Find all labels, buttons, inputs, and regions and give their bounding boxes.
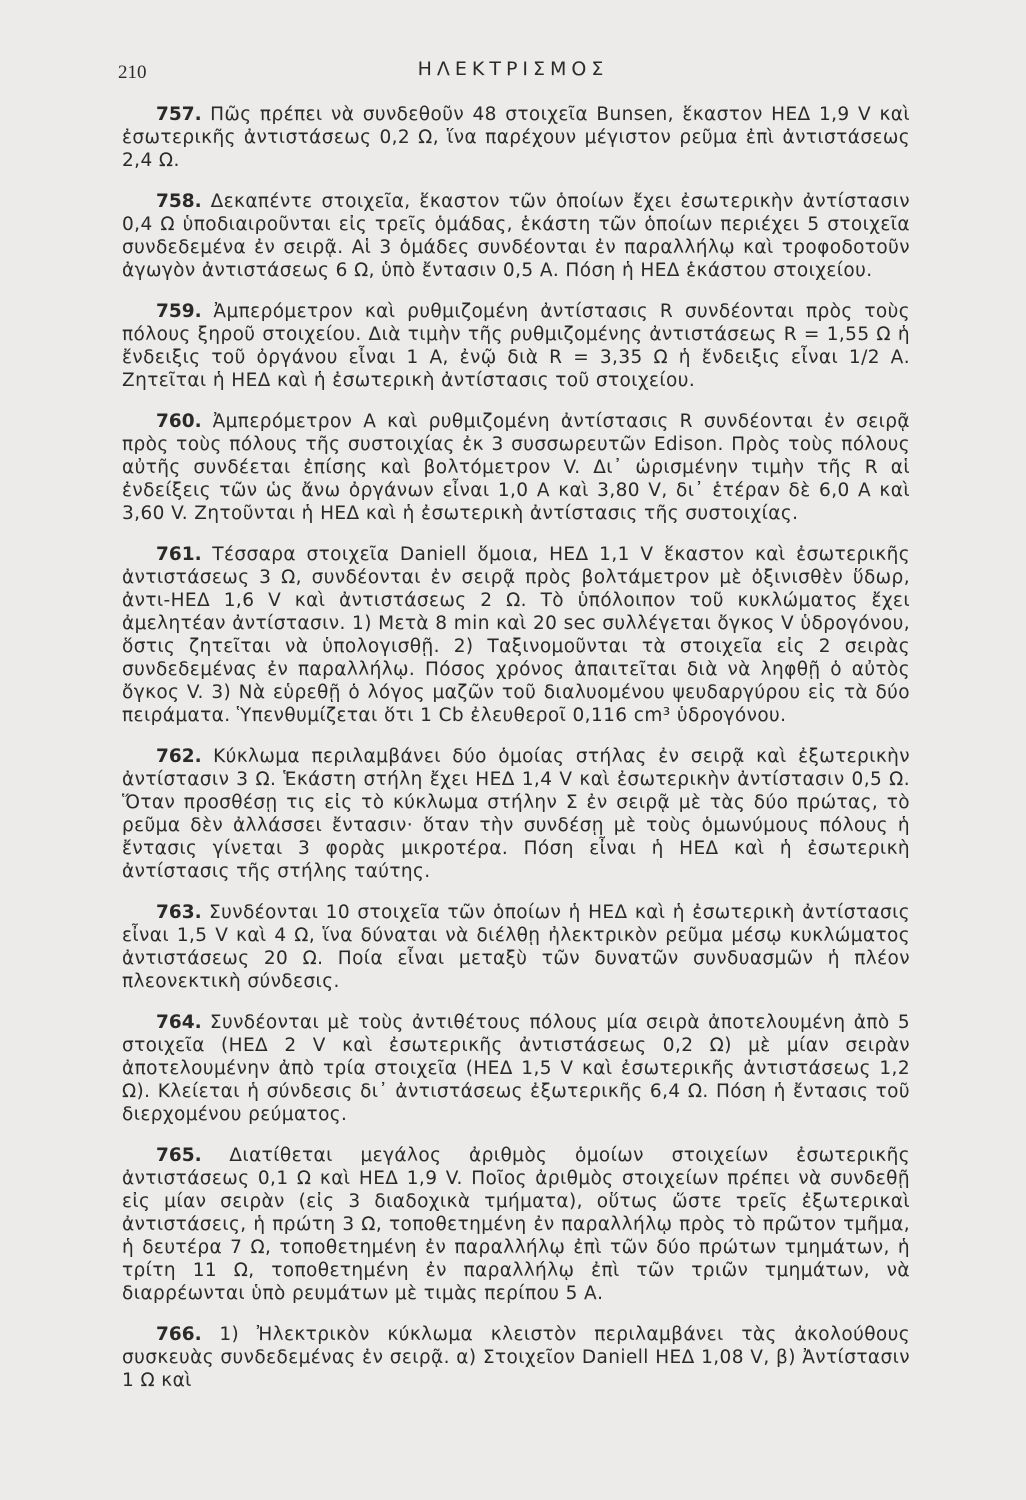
problem-762: [122, 745, 910, 883]
problem-number: 757.: [156, 104, 202, 125]
problem-text: Ἀμπερόμετρον καὶ ρυθμιζομένη ἀντίστασις R συνδέονται πρὸς τοὺς πόλους ξηροῦ στοιχείου. Διὰ τιμὴν τῆς ρυθμιζομένης ἀντιστάσεως R = 1,55 Ω ἡ ἔνδειξις τοῦ ὀργάνου εἶναι 1 Α, ἐνῷ διὰ R = 3,35 Ω ἡ ἔνδειξις εἶναι 1/2 Α. Ζητεῖται ἡ ΗΕΔ καὶ ἡ ἐσωτερικὴ ἀντίστασις τοῦ στοιχείου.: [122, 301, 911, 391]
problem-text: Τέσσαρα στοιχεῖα Daniell ὅμοια, ΗΕΔ 1,1 V ἕκαστον καὶ ἐσωτερικῆς ἀντιστάσεως 3 Ω, συνδέονται ἐν σειρᾷ πρὸς βολτάμετρον μὲ ὀξινισθὲν ὕδωρ, ἀντι-ΗΕΔ 1,6 V καὶ ἀντιστάσεως 2 Ω. Τὸ ὑπόλοιπον τοῦ κυκλώματος ἔχει ἀμελητέαν ἀντίστασιν. 1) Μετὰ 8 min καὶ 20 sec συλλέγεται ὄγκος V ὑδρογόνου, ὅστις ζητεῖται νὰ ὑπολογισθῇ. 2) Ταξινομοῦνται τὰ στοιχεῖα εἰς 2 σειρὰς συνδεδεμένας ἐν παραλλήλῳ. Πόσος χρόνος ἀπαιτεῖται διὰ νὰ ληφθῇ ὁ αὐτὸς ὄγκος V. 3) Νὰ εὑρεθῇ ὁ λόγος μαζῶν τοῦ διαλυομένου ψευδαργύρου εἰς τὰ δύο πειράματα. Ὑπενθυμίζεται ὅτι 1 Cb ἐλευθεροῖ 0,116 cm³ ὑδρογόνου.: [122, 544, 910, 726]
problem-text: Πῶς πρέπει νὰ συνδεθοῦν 48 στοιχεῖα Bunsen, ἕκαστον ΗΕΔ 1,9 V καὶ ἐσωτερικῆς ἀντιστάσεως 0,2 Ω, ἵνα παρέχουν μέγιστον ρεῦμα ἐπὶ ἀντιστάσεως 2,4 Ω.: [122, 104, 911, 171]
problem-759: [122, 300, 910, 392]
problem-number: 765.: [156, 1145, 202, 1166]
problem-761: [122, 543, 910, 727]
problem-text: Κύκλωμα περιλαμβάνει δύο ὁμοίας στήλας ἐν σειρᾷ καὶ ἐξωτερικὴν ἀντίστασιν 3 Ω. Ἑκάστη στήλη ἔχει ΗΕΔ 1,4 V καὶ ἐσωτερικὴν ἀντίστασιν 0,5 Ω. Ὅταν προσθέσῃ τις εἰς τὸ κύκλωμα στήλην Σ ἐν σειρᾷ μὲ τὰς δύο πρώτας, τὸ ρεῦμα δὲν ἀλλάσσει ἔντασιν· ὅταν τὴν συνδέσῃ μὲ τοὺς ὁμωνύμους πόλους ἡ ἔντασις γίνεται 3 φορὰς μικροτέρα. Πόση εἶναι ἡ ΗΕΔ καὶ ἡ ἐσωτερικὴ ἀντίστασις τῆς στήλης ταύτης.: [122, 746, 910, 882]
problem-766: [122, 1323, 910, 1392]
problem-text: Συνδέονται μὲ τοὺς ἀντιθέτους πόλους μία σειρὰ ἀποτελουμένη ἀπὸ 5 στοιχεῖα (ΗΕΔ 2 V καὶ ἐσωτερικῆς ἀντιστάσεως 0,2 Ω) μὲ μίαν σειρὰν ἀποτελουμένην ἀπὸ τρία στοιχεῖα (ΗΕΔ 1,5 V καὶ ἐσωτερικῆς ἀντιστάσεως 1,2 Ω). Κλείεται ἡ σύνδεσις δι᾽ ἀντιστάσεως ἐξωτερικῆς 6,4 Ω. Πόση ἡ ἔντασις τοῦ διερχομένου ρεύματος.: [122, 1012, 910, 1125]
problem-number: 759.: [156, 301, 202, 322]
problem-number: 766.: [156, 1324, 202, 1345]
problem-text: Διατίθεται μεγάλος ἀριθμὸς ὁμοίων στοιχείων ἐσωτερικῆς ἀντιστάσεως 0,1 Ω καὶ ΗΕΔ 1,9 V. Ποῖος ἀριθμὸς στοιχείων πρέπει νὰ συνδεθῇ εἰς μίαν σειρὰν (εἰς 3 διαδοχικὰ τμήματα), οὕτως ὥστε τρεῖς ἐξωτερικαὶ ἀντιστάσεις, ἡ πρώτη 3 Ω, τοποθετημένη ἐν παραλλήλῳ πρὸς τὸ πρῶτον τμῆμα, ἡ δευτέρα 7 Ω, τοποθετημένη ἐν παραλλήλῳ ἐπὶ τῶν δύο πρώτων τμημάτων, ἡ τρίτη 11 Ω, τοποθετημένη ἐν παραλλήλῳ ἐπὶ τῶν τριῶν τμημάτων, νὰ διαρρέωνται ὑπὸ ρευμάτων μὲ τιμὰς περίπου 5 Α.: [122, 1145, 910, 1304]
problem-text: Συνδέονται 10 στοιχεῖα τῶν ὁποίων ἡ ΗΕΔ καὶ ἡ ἐσωτερικὴ ἀντίστασις εἶναι 1,5 V καὶ 4 Ω, ἵνα δύναται νὰ διέλθῃ ἠλεκτρικὸν ρεῦμα μέσῳ κυκλώματος ἀντιστάσεως 20 Ω. Ποία εἶναι μεταξὺ τῶν δυνατῶν συνδυασμῶν ἡ πλέον πλεονεκτικὴ σύνδεσις.: [122, 902, 911, 992]
problem-760: [122, 410, 910, 525]
problem-number: 758.: [156, 191, 202, 212]
problem-764: [122, 1011, 910, 1126]
problem-number: 761.: [156, 544, 202, 565]
problem-text: 1) Ἠλεκτρικὸν κύκλωμα κλειστὸν περιλαμβάνει τὰς ἀκολούθους συσκευὰς συνδεδεμένας ἐν σειρᾷ. α) Στοιχεῖον Daniell ΗΕΔ 1,08 V, β) Ἀντίστασιν 1 Ω καὶ: [122, 1324, 910, 1391]
problem-text: Δεκαπέντε στοιχεῖα, ἕκαστον τῶν ὁποίων ἔχει ἐσωτερικὴν ἀντίστασιν 0,4 Ω ὑποδιαιροῦνται εἰς τρεῖς ὁμάδας, ἑκάστη τῶν ὁποίων περιέχει 5 στοιχεῖα συνδεδεμένα ἐν σειρᾷ. Αἱ 3 ὁμάδες συνδέονται ἐν παραλλήλῳ καὶ τροφοδοτοῦν ἀγωγὸν ἀντιστάσεως 6 Ω, ὑπὸ ἔντασιν 0,5 Α. Πόση ἡ ΗΕΔ ἑκάστου στοιχείου.: [122, 191, 911, 281]
running-title: ΗΛΕΚΤΡΙΣΜΟΣ: [417, 58, 609, 80]
page-number: 210: [118, 62, 147, 83]
problem-list: [122, 103, 910, 1410]
problem-758: [122, 190, 910, 282]
problem-number: 762.: [156, 746, 202, 767]
problem-757: [122, 103, 910, 172]
problem-number: 764.: [156, 1012, 202, 1033]
problem-765: [122, 1144, 910, 1305]
problem-text: Ἀμπερόμετρον Α καὶ ρυθμιζομένη ἀντίστασις R συνδέονται ἐν σειρᾷ πρὸς τοὺς πόλους τῆς συστοιχίας ἐκ 3 συσσωρευτῶν Edison. Πρὸς τοὺς πόλους αὐτῆς συνδέεται ἐπίσης καὶ βολτόμετρον V. Δι᾽ ὡρισμένην τιμὴν τῆς R αἱ ἐνδείξεις τῶν ὡς ἄνω ὀργάνων εἶναι 1,0 Α καὶ 3,80 V, δι᾽ ἑτέραν δὲ 6,0 Α καὶ 3,60 V. Ζητοῦνται ἡ ΗΕΔ καὶ ἡ ἐσωτερικὴ ἀντίστασις τῆς συστοιχίας.: [122, 411, 910, 524]
problem-number: 763.: [156, 902, 202, 923]
problem-763: [122, 901, 910, 993]
problem-number: 760.: [156, 411, 202, 432]
